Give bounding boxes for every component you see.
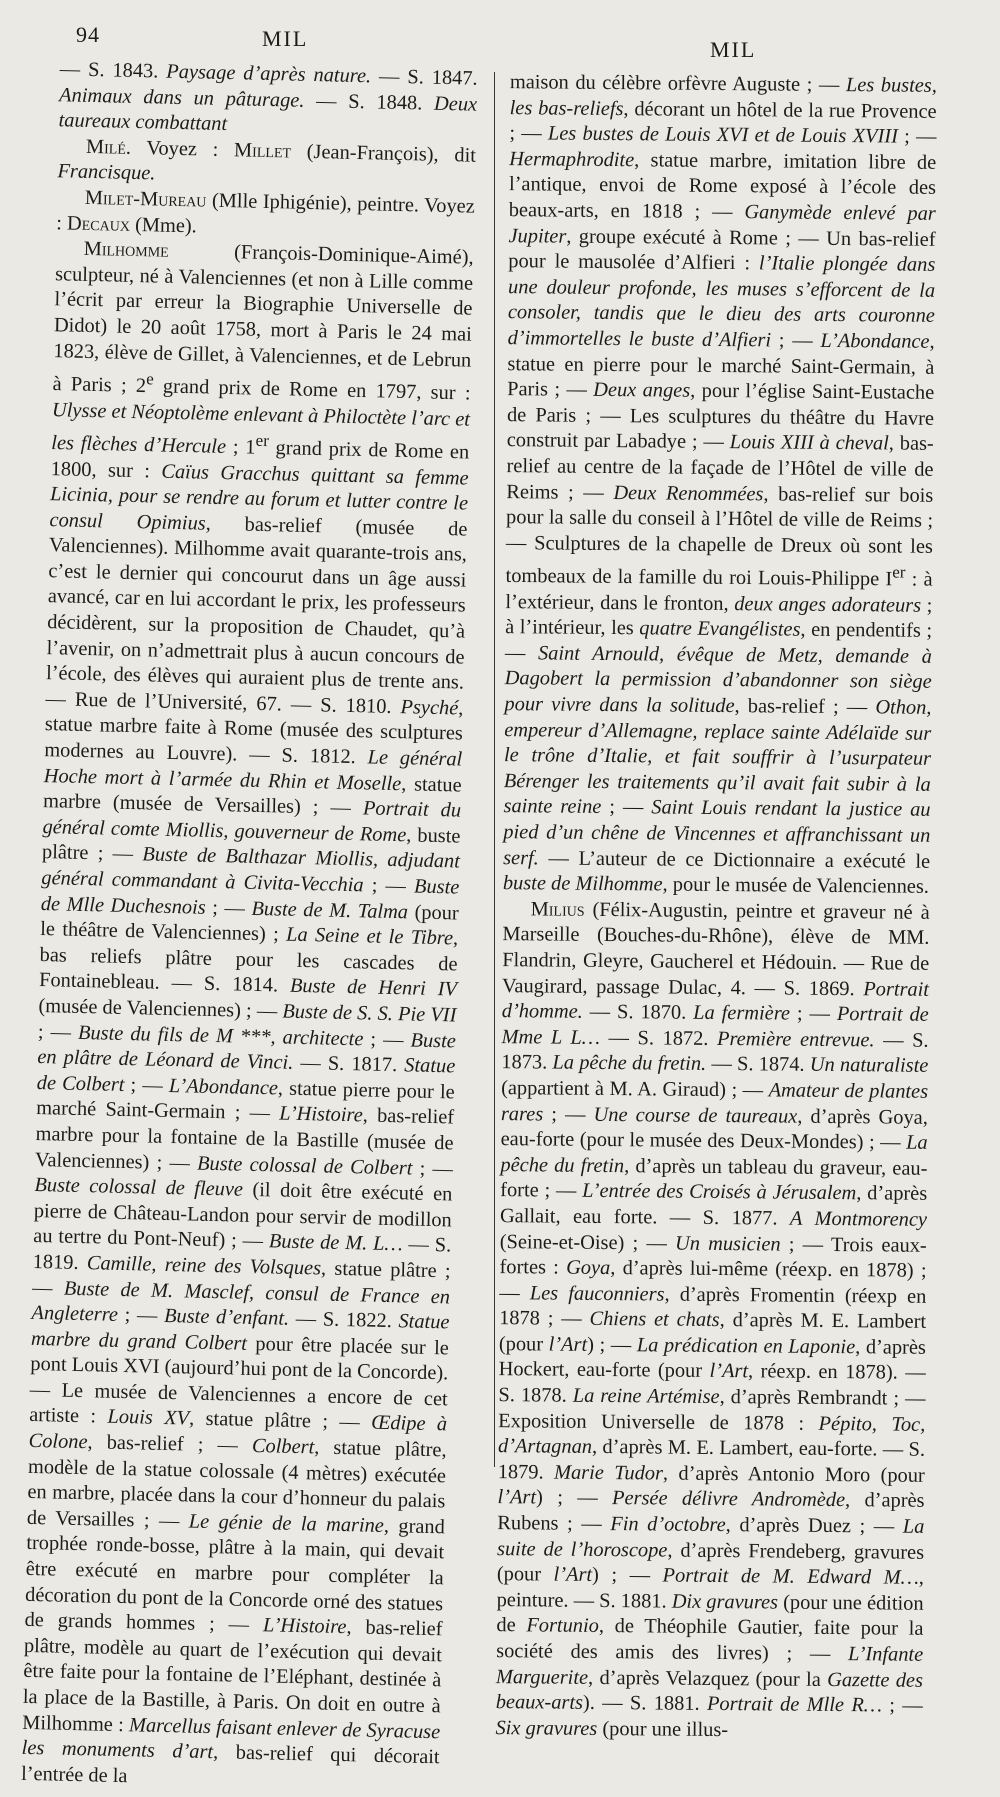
right-column [495, 70, 937, 1745]
dictionary-entry: Milé. Voyez : Millet (Jean-François), dit Francisque. [57, 135, 477, 185]
column-divider [494, 72, 495, 1467]
dictionary-entry: Milhomme (François-Dominique-Aimé), sculpteur, né à Valenciennes (et non à Lille comme l’écrit par erreur la Biographie Universelle de Didot) le 20 août 1758, mort à Paris le 24 mai 1823, élève de Gillet, à Valenciennes, et de Lebrun à Paris ; 2e grand prix de Rome en 1797, sur : Ulysse et Néoptolème enlevant à Philoctète l’arc et les flèches d’Hercule ; 1er grand prix de Rome en 1800, sur : Caïus Gracchus quittant sa femme Licinia, pour se rendre au forum et lutter contre le consul Opimius, bas-relief (musée de Valenciennes). Milhomme avait quarante-trois ans, c’est le dernier qui concourut dans un âge aussi avancé, car en lui accordant le prix, les professeurs décidèrent, sur la proposition de Chaudet, qu’à l’avenir, on n’admettrait plus à aucun concours de l’école, des élèves qui auraient plus de trente ans. — Rue de l’Université, 67. — S. 1810. Psyché, statue marbre faite à Rome (musée des sculptures modernes au Louvre). — S. 1812. Le général Hoche mort à l’armée du Rhin et Moselle, statue marbre (musée de Versailles) ; — Portrait du général comte Miollis, gouverneur de Rome, buste plâtre ; — Buste de Balthazar Miollis, adjudant général commandant à Civita-Vecchia ; — Buste de Mlle Duchesnois ; — Buste de M. Talma (pour le théâtre de Valenciennes) ; La Seine et le Tibre, bas reliefs plâtre pour les cascades de Fontainebleau. — S. 1814. Buste de Henri IV (musée de Valenciennes) ; — Buste de S. S. Pie VII ; — Buste du fils de M ***, architecte ; — Buste en plâtre de Léonard de Vinci. — S. 1817. Statue de Colbert ; — L’Abondance, statue pierre pour le marché Saint-Germain ; — L’Histoire, bas-relief marbre pour la fontaine de la Bastille (musée de Valenciennes) ; — Buste colossal de Colbert ; — Buste colossal de fleuve (il doit être exécuté en pierre de Château-Landon pour servir de modillon au tertre du Pont-Neuf) ; — Buste de M. L… — S. 1819. Camille, reine des Volsques, statue plâtre ; — Buste de M. Masclef, consul de France en Angleterre ; — Buste d’enfant. — S. 1822. Statue marbre du grand Colbert pour être placée sur le pont Louis XVI (aujourd’hui pont de la Concorde). — Le musée de Valenciennes a encore de cet artiste : Louis XV, statue plâtre ; — Œdipe à Colone, bas-relief ; — Colbert, statue plâtre, modèle de la statue colossale (4 mètres) exécutée en marbre, placée dans la cour d’honneur du palais de Versailles ; — Le génie de la marine, grand trophée ronde-bosse, plâtre à la main, qui devait être exécuté en marbre pour compléter la décoration du pont de la Concorde orné des statues de grands hommes ; — L’Histoire, bas-relief plâtre, modèle au quart de l’exécution qui devait être faite pour la fontaine de l’Eléphant, destinée à la place de la Bastille, à Paris. On doit en outre à Milhomme : Marcellus faisant enlever de Syracuse les monuments d’art, bas-relief qui décorait l’entrée de la [20, 238, 474, 1788]
page-number: 94 [76, 22, 100, 47]
running-head-right: MIL [710, 37, 757, 62]
dictionary-entry: — S. 1843. Paysage d’après nature. — S. 1847. Animaux dans un pâturage. — S. 1848. Deux taureaux combattant [58, 58, 478, 136]
dictionary-entry: Milet-Mureau (Mlle Iphigénie), peintre. Voyez : Decaux (Mme). [56, 186, 476, 237]
running-head-left: MIL [262, 26, 309, 51]
dictionary-entry: maison du célèbre orfèvre Auguste ; — Les bustes, les bas-reliefs, décorant un hôtel de la rue Provence ; — Les bustes de Louis XVI et de Louis XVIII ; — Hermaphrodite, statue marbre, imitation libre de l’antique, envoi de Rome exposé à l’école des beaux-arts, en 1818 ; — Ganymède enlevé par Jupiter, groupe exécuté à Rome ; — Un bas-relief pour le mausolée d’Alfieri : l’Italie plongée dans une douleur profonde, les muses s’efforcent de la consoler, tandis que le dieu des arts couronne d’immortelles le buste d’Alfieri ; — L’Abondance, statue en pierre pour le marché Saint-Germain, à Paris ; — Deux anges, pour l’église Saint-Eustache de Paris ; — Les sculptures du théâtre du Havre construit par Labadye ; — Louis XIII à cheval, bas-relief au centre de la façade de l’Hôtel de ville de Reims ; — Deux Renommées, bas-relief sur bois pour la salle du conseil à l’Hôtel de ville de Reims ; — Sculptures de la chapelle de Dreux où sont les tombeaux de la famille du roi Louis-Philippe Ier : à l’extérieur, dans le fronton, deux anges adorateurs ; à l’intérieur, les quatre Evangélistes, en pendentifs ; — Saint Arnould, évêque de Metz, demande à Dagobert la permission d’abandonner son siège pour vivre dans la solitude, bas-relief ; — Othon, empereur d’Allemagne, replace sainte Adélaïde sur le trône d’Italie, et fait souffrir à l’usurpateur Bérenger les traitements qu’il avait fait subir à la sainte reine ; — Saint Louis rendant la justice au pied d’un chêne de Vincennes et affranchissant un serf. — L’auteur de ce Dictionnaire a exécuté le buste de Milhomme, pour le musée de Valenciennes. [502, 71, 937, 899]
dictionary-entry: Milius (Félix-Augustin, peintre et graveur né à Marseille (Bouches-du-Rhône), élève de MM. Flandrin, Gleyre, Gaucherel et Hédouin. — Rue de Vaugirard, passage Dulac, 4. — S. 1869. Portrait d’homme. — S. 1870. La fermière ; — Portrait de Mme L L… — S. 1872. Première entrevue. — S. 1873. La pêche du fretin. — S. 1874. Un naturaliste (appartient à M. A. Giraud) ; — Amateur de plantes rares ; — Une course de taureaux, d’après Goya, eau-forte (pour le musée des Deux-Mondes) ; — La pêche du fretin, d’après un tableau du graveur, eau-forte ; — L’entrée des Croisés à Jérusalem, d’après Gallait, eau forte. — S. 1877. A Montmorency (Seine-et-Oise) ; — Un musicien ; — Trois eaux-fortes : Goya, d’après lui-même (réexp. en 1878) ; — Les fauconniers, d’après Fromentin (réexp en 1878 ; — Chiens et chats, d’après M. E. Lambert (pour l’Art) ; — La prédication en Laponie, d’après Hockert, eau-forte (pour l’Art, réexp. en 1878). — S. 1878. La reine Artémise, d’après Rembrandt ; — Exposition Universelle de 1878 : Pépito, Toc, d’Artagnan, d’après M. E. Lambert, eau-forte. — S. 1879. Marie Tudor, d’après Antonio Moro (pour l’Art) ; — Persée délivre Andromède, d’après Rubens ; — Fin d’octobre, d’après Duez ; — La suite de l’horoscope, d’après Frendeberg, gravures (pour l’Art) ; — Portrait de M. Edward M…, peinture. — S. 1881. Dix gravures (pour une édition de Fortunio, de Théophile Gautier, faite pour la société des amis des livres) ; — L’Infante Marguerite, d’après Velazquez (pour la Gazette des beaux-arts). — S. 1881. Portrait de Mlle R… ; — Six gravures (pour une illus- [495, 898, 930, 1741]
left-column [21, 57, 478, 1796]
